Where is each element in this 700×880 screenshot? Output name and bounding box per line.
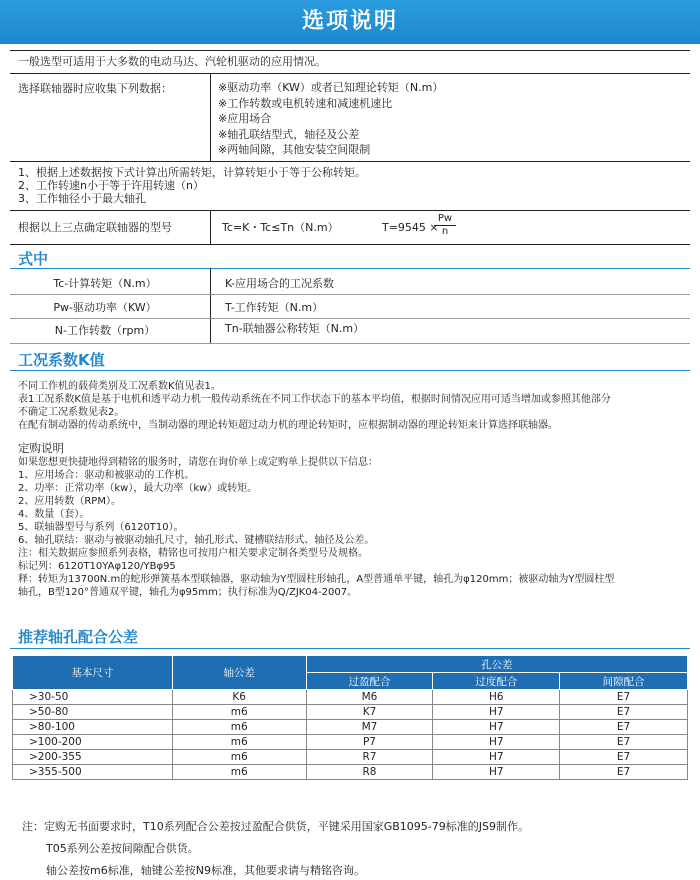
cell-size: >50-80 [13, 705, 173, 720]
k-line: 不确定工况系数见表2。 [18, 407, 125, 418]
rules-list [18, 166, 366, 205]
formula-def-right: Tn-联轴器公称转矩（N.m） [225, 322, 365, 335]
page-title: 选项说明 [301, 9, 398, 34]
order-title: 定购说明 [18, 441, 64, 455]
cell-shaft: m6 [172, 735, 306, 750]
order-line: 6、轴孔联结：驱动与被驱动轴孔尺寸，轴孔形式、键槽联结形式、轴径及公差。 [18, 535, 375, 546]
formula-def-left: Tc-计算转矩（N.m） [53, 277, 157, 290]
cell-size: >30-50 [13, 690, 173, 705]
k-line: 表1工况系数K值是基于电机和透平动力机一般传动系统在不同工作状态下的基本平均值，根据时间情况应用可适当增加或参照其他部分 [18, 394, 611, 405]
column-divider [210, 268, 211, 343]
cell-interference: R8 [306, 765, 433, 780]
order-line: 4、数量（套）。 [18, 509, 90, 520]
rule-item: 1、根据上述数据按下式计算出所需转矩，计算转矩小于等于公称转矩。 [18, 166, 366, 179]
cell-transition: H7 [433, 750, 560, 765]
intro-text: 一般选型可适用于大多数的电动马达、汽轮机驱动的应用情况。 [18, 55, 326, 68]
k-section-text [18, 380, 690, 432]
collect-list [218, 80, 443, 158]
cell-interference: M7 [306, 720, 433, 735]
header-clearance: 间隙配合 [560, 673, 688, 690]
order-text [18, 456, 690, 599]
order-line: 2、功率：正常功率（kw），最大功率（kw）或转矩。 [18, 483, 258, 494]
model-label: 根据以上三点确定联轴器的型号 [18, 221, 172, 234]
collect-item: ※轴孔联结型式，轴径及公差 [218, 127, 360, 141]
divider [10, 50, 690, 51]
fraction-denominator: n [441, 226, 449, 237]
note-line: T05系列公差按间隙配合供货。 [46, 842, 199, 855]
fraction-numerator: Pw [434, 213, 456, 226]
cell-clearance: E7 [560, 690, 688, 705]
header-shaft: 轴公差 [172, 656, 306, 690]
cell-transition: H7 [433, 705, 560, 720]
order-line: 5、联轴器型号与系列（6120T10）。 [18, 522, 184, 533]
cell-interference: R7 [306, 750, 433, 765]
cell-clearance: E7 [560, 765, 688, 780]
formula-def-right: T-工作转矩（N.m） [225, 301, 324, 314]
divider [10, 161, 690, 162]
note-line: 注：定购无书面要求时，T10系列配合公差按过盈配合供货，平键采用国家GB1095-79标准的JS9制作。 [22, 820, 529, 833]
cell-clearance: E7 [560, 705, 688, 720]
formula-t-prefix: T=9545 × [382, 221, 439, 234]
formula-fraction [434, 213, 456, 238]
table-row [13, 705, 688, 720]
collect-item: ※应用场合 [218, 112, 272, 125]
cell-shaft: m6 [172, 705, 306, 720]
page-title-banner [0, 0, 700, 44]
k-line: 在配有制动器的传动系统中，当制动器的理论转矩超过动力机的理论转矩时，应根据制动器的理论转矩来计算选择联轴器。 [18, 420, 558, 431]
order-line: 轴孔，B型120°普通双平键，轴孔为φ95mm；执行标准为Q/ZJK04-2007。 [18, 587, 358, 598]
table-row [13, 735, 688, 750]
fit-tolerance-table [12, 655, 688, 780]
cell-clearance: E7 [560, 750, 688, 765]
header-hole: 孔公差 [306, 656, 687, 673]
order-line: 注：相关数据应参照系列表格，精铭也可按用户相关要求定制各类型号及规格。 [18, 548, 368, 559]
collect-item: ※驱动功率（KW）或者已知理论转矩（N.m） [218, 81, 444, 94]
cell-size: >355-500 [13, 765, 173, 780]
table-row [13, 750, 688, 765]
cell-interference: M6 [306, 690, 433, 705]
cell-shaft: m6 [172, 720, 306, 735]
cell-clearance: E7 [560, 720, 688, 735]
cell-size: >80-100 [13, 720, 173, 735]
order-line: 2、应用转数（RPM）。 [18, 496, 121, 507]
divider [10, 73, 690, 74]
rule-item: 3、工作轴径小于最大轴孔 [18, 192, 146, 205]
divider [10, 210, 690, 211]
column-divider [210, 210, 211, 244]
divider [10, 343, 690, 344]
cell-shaft: m6 [172, 750, 306, 765]
order-line: 标记列：6120T10YAφ120/YBφ95 [18, 561, 176, 572]
cell-interference: P7 [306, 735, 433, 750]
cell-transition: H7 [433, 765, 560, 780]
divider [10, 244, 690, 245]
formula-tc: Tc=K・Tc≤Tn（N.m） [222, 221, 339, 234]
cell-shaft: m6 [172, 765, 306, 780]
cell-transition: H7 [433, 720, 560, 735]
section-rule [10, 268, 690, 269]
cell-clearance: E7 [560, 735, 688, 750]
header-size: 基本尺寸 [13, 656, 173, 690]
table-row [13, 690, 688, 705]
rule-item: 2、工作转速n小于等于许用转速（n） [18, 179, 204, 192]
divider [10, 294, 690, 295]
table-row [13, 720, 688, 735]
k-line: 不同工作机的载荷类别及工况系数K值见表1。 [18, 381, 221, 392]
table-row [13, 765, 688, 780]
order-line: 如果您想更快捷地得到精铭的服务时，请您在询价单上或定购单上提供以下信息： [18, 457, 378, 468]
collect-item: ※工作转数或电机转速和减速机速比 [218, 96, 393, 110]
section-rule [10, 370, 690, 371]
k-section-title: 工况系数K值 [18, 351, 105, 369]
cell-transition: H6 [433, 690, 560, 705]
formula-section-title: 式中 [18, 250, 49, 268]
cell-size: >200-355 [13, 750, 173, 765]
fit-section-title: 推荐轴孔配合公差 [18, 628, 139, 646]
formula-def-left: N-工作转数（rpm） [54, 324, 156, 337]
section-rule [10, 648, 690, 649]
order-line: 释：转矩为13700N.m的蛇形弹簧基本型联轴器，驱动轴为Y型圆柱形轴孔，A型普通单平键，轴孔为φ120mm；被驱动轴为Y型圆柱型 [18, 574, 615, 585]
collect-item: ※两轴间隙，其他安装空间限制 [218, 143, 371, 156]
cell-size: >100-200 [13, 735, 173, 750]
column-divider [210, 73, 211, 161]
divider [10, 318, 690, 319]
cell-shaft: K6 [172, 690, 306, 705]
collect-label: 选择联轴器时应收集下列数据： [18, 82, 172, 95]
header-transition: 过度配合 [433, 673, 560, 690]
cell-interference: K7 [306, 705, 433, 720]
cell-transition: H7 [433, 735, 560, 750]
formula-def-right: K-应用场合的工况系数 [225, 277, 335, 290]
formula-def-left: Pw-驱动功率（KW） [53, 301, 157, 314]
order-line: 1、应用场合：驱动和被驱动的工作机。 [18, 470, 195, 481]
header-interference: 过盈配合 [306, 673, 433, 690]
note-line: 轴公差按m6标准，轴键公差按N9标准，其他要求请与精铭咨询。 [46, 864, 365, 877]
